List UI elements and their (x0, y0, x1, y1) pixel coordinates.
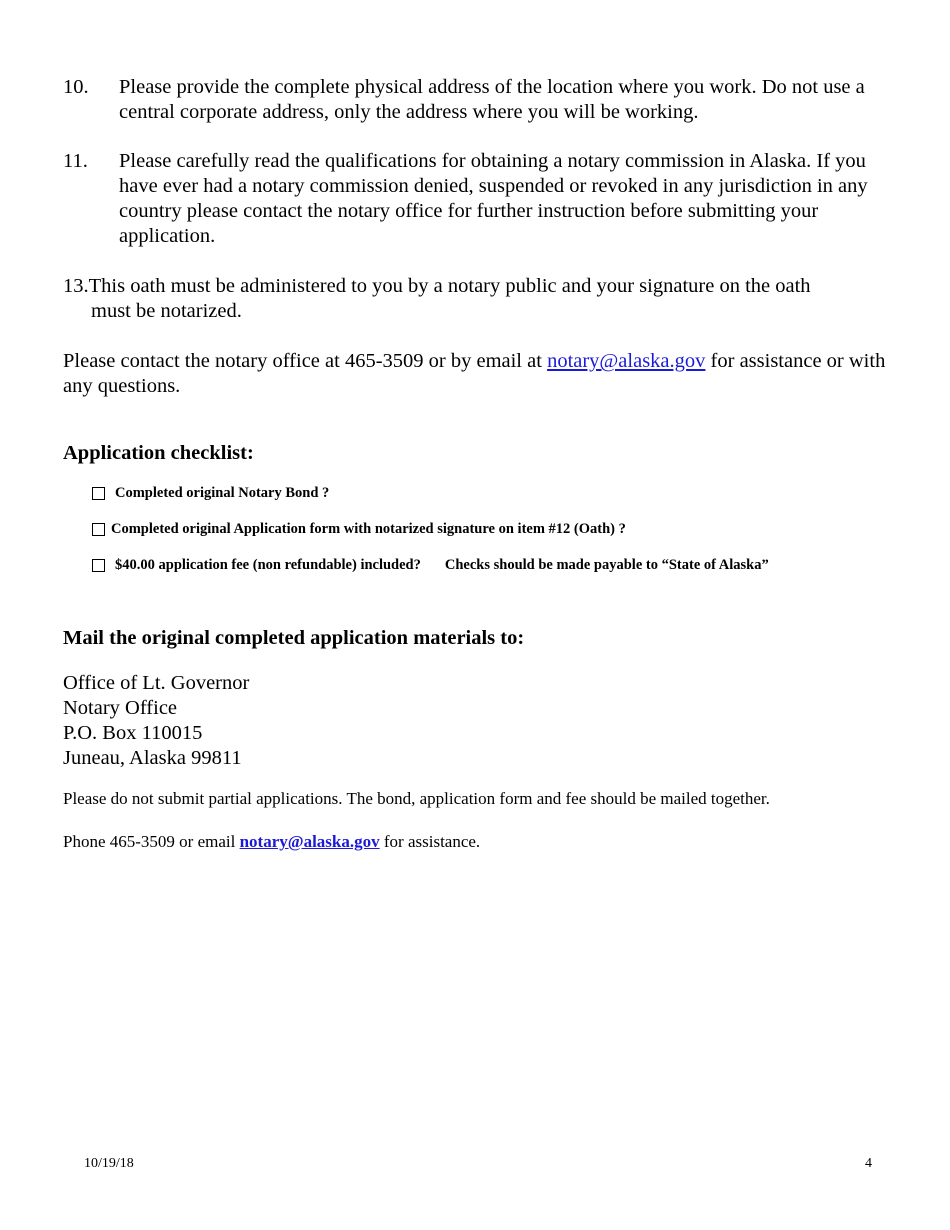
phone-email-link[interactable]: notary@alaska.gov (239, 832, 380, 851)
instruction-number: 10. (63, 76, 89, 98)
checklist-item-fee (92, 557, 769, 574)
checklist-heading: Application checklist: (63, 442, 254, 464)
contact-text-after: for assistance or with any questions. (63, 350, 886, 397)
checkbox-fee[interactable] (92, 559, 105, 572)
checklist-label: Completed original Notary Bond ? (115, 485, 330, 501)
checklist-item-bond (92, 485, 329, 502)
phone-note (63, 832, 480, 852)
phone-text-before: Phone 465-3509 or email (63, 832, 240, 851)
footer-date: 10/19/18 (84, 1156, 134, 1171)
instruction-text: Please carefully read the qualifications for obtaining a notary commission in Alaska. If you have ever had a notary commission denied, suspended or revoked in any jurisdiction in any country please contact the notary office for further instruction before submitting your application. (119, 150, 868, 247)
contact-text-before: Please contact the notary office at 465-3509 or by email at (63, 350, 548, 372)
address-line: P.O. Box 110015 (63, 722, 203, 744)
instruction-text-line2: must be notarized. (91, 300, 242, 322)
instruction-number: 13. (63, 275, 89, 297)
contact-paragraph (63, 349, 903, 399)
partial-applications-note: Please do not submit partial applications. The bond, application form and fee should be mailed together. (63, 789, 770, 808)
instruction-text-line1: This oath must be administered to you by a notary public and your signature on the oath (88, 275, 811, 297)
instruction-number: 11. (63, 150, 88, 172)
checklist-extra-note: Checks should be made payable to “State of Alaska” (444, 557, 769, 573)
instruction-item-13 (63, 274, 898, 324)
checkbox-bond[interactable] (92, 487, 105, 500)
contact-email-link[interactable]: notary@alaska.gov (547, 350, 706, 372)
mailing-address (63, 671, 249, 771)
checkbox-application[interactable] (92, 523, 105, 536)
address-line: Office of Lt. Governor (63, 672, 250, 694)
phone-text-after: for assistance. (379, 832, 481, 851)
address-line: Juneau, Alaska 99811 (63, 747, 242, 769)
instruction-text: Please provide the complete physical address of the location where you work. Do not use a central corporate address, only the address where you will be working. (119, 76, 865, 123)
instruction-item-10 (63, 75, 898, 125)
instruction-item-11 (63, 149, 898, 249)
address-line: Notary Office (63, 697, 178, 719)
checklist-label: Completed original Application form with notarized signature on item #12 (Oath) ? (111, 521, 626, 537)
checklist-item-application (92, 521, 626, 538)
checklist-label: $40.00 application fee (non refundable) included? (115, 557, 421, 573)
footer-page-number: 4 (865, 1156, 872, 1171)
mail-heading: Mail the original completed application materials to: (63, 627, 525, 649)
